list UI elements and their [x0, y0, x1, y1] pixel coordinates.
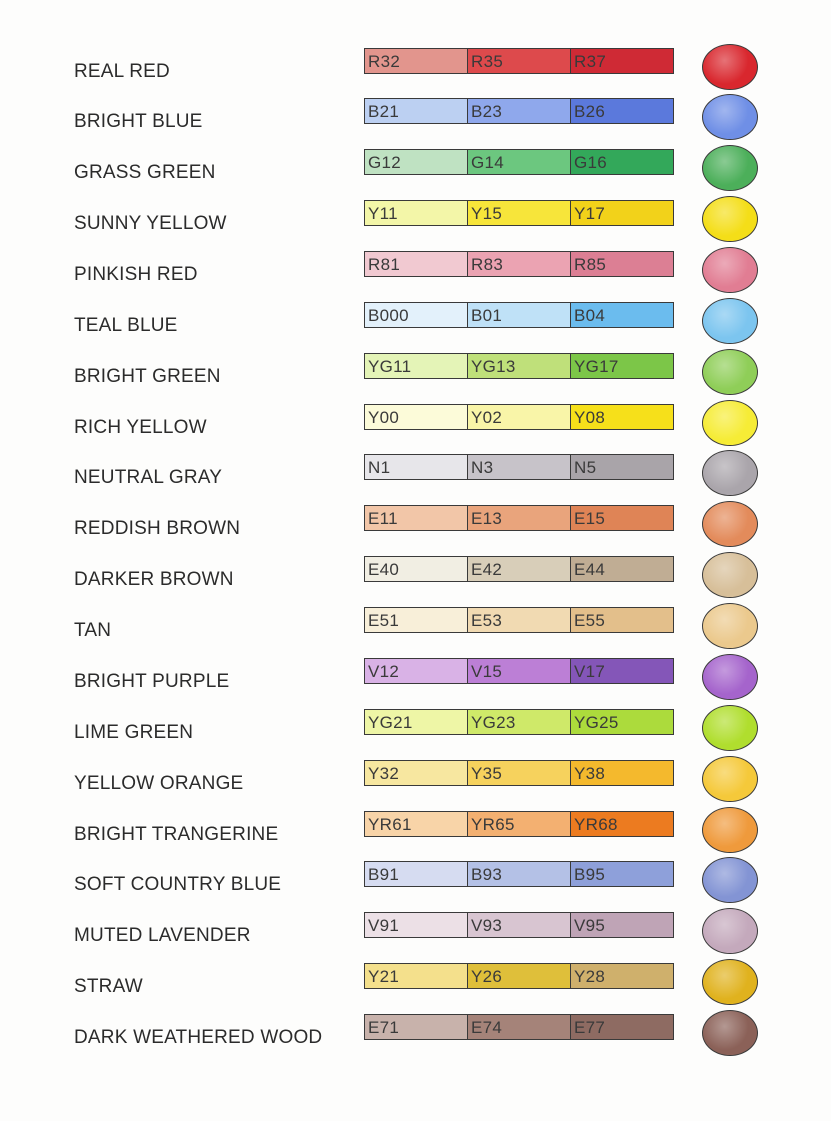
marker-code: Y21 [368, 967, 400, 986]
color-swatch [468, 608, 571, 632]
marker-code: B04 [574, 306, 606, 325]
blended-color-circle [702, 196, 758, 242]
marker-code: E11 [368, 509, 398, 528]
color-swatch [468, 964, 571, 988]
color-swatch [365, 659, 468, 683]
marker-code: Y17 [574, 204, 606, 223]
swatch-strip [364, 861, 674, 887]
marker-code: E74 [471, 1018, 503, 1037]
blended-color-circle [702, 807, 758, 853]
marker-code: E55 [574, 611, 606, 630]
marker-code: YG11 [368, 357, 412, 376]
color-swatch [468, 659, 571, 683]
color-family-name: BRIGHT TRANGERINE [74, 824, 279, 845]
color-swatch [365, 608, 468, 632]
color-family-name: BRIGHT GREEN [74, 366, 221, 387]
color-swatch [571, 1015, 673, 1039]
marker-code: Y26 [471, 967, 503, 986]
marker-code: N3 [471, 458, 494, 477]
color-swatch [365, 761, 468, 785]
blended-color-circle [702, 94, 758, 140]
swatch-strip [364, 98, 674, 124]
swatch-strip [364, 709, 674, 735]
color-swatch [365, 252, 468, 276]
color-swatch [365, 557, 468, 581]
color-swatch [365, 99, 468, 123]
color-swatch [365, 405, 468, 429]
color-swatch [571, 608, 673, 632]
color-swatch [468, 201, 571, 225]
blended-color-circle [702, 908, 758, 954]
marker-code: N1 [368, 458, 391, 477]
swatch-strip [364, 251, 674, 277]
color-family-name: MUTED LAVENDER [74, 925, 251, 946]
color-family-name: GRASS GREEN [74, 162, 216, 183]
marker-code: B95 [574, 865, 606, 884]
marker-code: R81 [368, 255, 401, 274]
marker-code: R32 [368, 52, 401, 71]
blended-color-circle [702, 400, 758, 446]
color-swatch [365, 964, 468, 988]
marker-code: G12 [368, 153, 402, 172]
blended-color-circle [702, 450, 758, 496]
marker-code: V95 [574, 916, 606, 935]
color-swatch [571, 710, 673, 734]
color-swatch [468, 49, 571, 73]
blended-color-circle [702, 349, 758, 395]
marker-code: Y15 [471, 204, 503, 223]
color-swatch [365, 1015, 468, 1039]
marker-code: Y08 [574, 408, 606, 427]
color-swatch [571, 659, 673, 683]
marker-code: YG21 [368, 713, 413, 732]
swatch-strip [364, 912, 674, 938]
color-swatch [571, 201, 673, 225]
swatch-strip [364, 149, 674, 175]
marker-code: V93 [471, 916, 503, 935]
swatch-strip [364, 48, 674, 74]
color-swatch [571, 862, 673, 886]
marker-code: B21 [368, 102, 400, 121]
marker-code: B000 [368, 306, 409, 325]
color-family-name: LIME GREEN [74, 722, 194, 743]
marker-code: G16 [574, 153, 608, 172]
blended-color-circle [702, 857, 758, 903]
color-family-name: SUNNY YELLOW [74, 213, 227, 234]
color-family-name: NEUTRAL GRAY [74, 467, 223, 488]
marker-code: V91 [368, 916, 400, 935]
swatch-strip [364, 404, 674, 430]
marker-code: E42 [471, 560, 503, 579]
marker-code: R35 [471, 52, 504, 71]
marker-code: E13 [471, 509, 503, 528]
blended-color-circle [702, 756, 758, 802]
color-swatch [571, 354, 673, 378]
marker-code: V17 [574, 662, 606, 681]
marker-code: E40 [368, 560, 400, 579]
color-swatch [365, 710, 468, 734]
color-swatch [468, 506, 571, 530]
color-family-name: TAN [74, 620, 112, 641]
blended-color-circle [702, 145, 758, 191]
color-swatch [365, 862, 468, 886]
marker-code: B01 [471, 306, 503, 325]
swatch-strip [364, 200, 674, 226]
color-swatch [571, 150, 673, 174]
marker-code: E15 [574, 509, 606, 528]
marker-code: B93 [471, 865, 503, 884]
color-swatch [468, 405, 571, 429]
blended-color-circle [702, 959, 758, 1005]
color-family-name: STRAW [74, 976, 143, 997]
marker-code: YR68 [574, 815, 618, 834]
color-swatch [468, 913, 571, 937]
color-swatch [365, 150, 468, 174]
color-row [0, 1018, 831, 1076]
marker-code: YG23 [471, 713, 516, 732]
blended-color-circle [702, 603, 758, 649]
swatch-strip [364, 1014, 674, 1040]
color-swatch [365, 812, 468, 836]
marker-code: Y35 [471, 764, 503, 783]
marker-code: Y11 [368, 204, 398, 223]
swatch-strip [364, 556, 674, 582]
color-family-name: BRIGHT BLUE [74, 111, 203, 132]
swatch-strip [364, 607, 674, 633]
marker-code: Y32 [368, 764, 400, 783]
marker-code: Y02 [471, 408, 503, 427]
color-swatch [365, 913, 468, 937]
color-swatch [571, 49, 673, 73]
blended-color-circle [702, 552, 758, 598]
color-swatch [468, 99, 571, 123]
color-family-name: REAL RED [74, 61, 170, 82]
swatch-strip [364, 760, 674, 786]
color-swatch [365, 201, 468, 225]
color-swatch [468, 710, 571, 734]
color-family-name: PINKISH RED [74, 264, 198, 285]
color-swatch [571, 99, 673, 123]
marker-code: G14 [471, 153, 505, 172]
color-swatch [571, 252, 673, 276]
color-swatch [571, 405, 673, 429]
color-swatch [468, 1015, 571, 1039]
color-swatch [468, 354, 571, 378]
color-swatch [571, 557, 673, 581]
marker-code: E71 [368, 1018, 400, 1037]
marker-code: YG17 [574, 357, 619, 376]
color-family-name: DARK WEATHERED WOOD [74, 1027, 323, 1048]
color-family-name: BRIGHT PURPLE [74, 671, 230, 692]
color-swatch [468, 150, 571, 174]
marker-code: Y28 [574, 967, 606, 986]
color-family-name: REDDISH BROWN [74, 518, 241, 539]
marker-code: E53 [471, 611, 503, 630]
blended-color-circle [702, 1010, 758, 1056]
color-swatch [365, 303, 468, 327]
marker-code: Y38 [574, 764, 606, 783]
blended-color-circle [702, 298, 758, 344]
marker-code: V15 [471, 662, 503, 681]
color-swatch [468, 761, 571, 785]
color-swatch [365, 49, 468, 73]
marker-code: E77 [574, 1018, 606, 1037]
color-family-name: RICH YELLOW [74, 417, 207, 438]
blended-color-circle [702, 247, 758, 293]
color-swatch [571, 455, 673, 479]
color-swatch [365, 455, 468, 479]
blended-color-circle [702, 44, 758, 90]
marker-code: YR61 [368, 815, 412, 834]
swatch-strip [364, 302, 674, 328]
marker-code: YR65 [471, 815, 515, 834]
marker-code: N5 [574, 458, 597, 477]
color-swatch [571, 506, 673, 530]
marker-code: B23 [471, 102, 503, 121]
marker-code: R37 [574, 52, 607, 71]
blended-color-circle [702, 705, 758, 751]
marker-code: E44 [574, 560, 606, 579]
marker-code: Y00 [368, 408, 400, 427]
swatch-strip [364, 811, 674, 837]
swatch-strip [364, 454, 674, 480]
marker-code: E51 [368, 611, 400, 630]
color-swatch [468, 812, 571, 836]
color-swatch [571, 812, 673, 836]
marker-code: YG25 [574, 713, 619, 732]
color-swatch [365, 506, 468, 530]
marker-code: YG13 [471, 357, 516, 376]
color-swatch [571, 964, 673, 988]
blended-color-circle [702, 654, 758, 700]
color-swatch [571, 303, 673, 327]
marker-code: B91 [368, 865, 400, 884]
swatch-strip [364, 963, 674, 989]
color-swatch [571, 761, 673, 785]
marker-code: V12 [368, 662, 400, 681]
color-swatch [571, 913, 673, 937]
color-family-name: YELLOW ORANGE [74, 773, 244, 794]
color-swatch [468, 455, 571, 479]
marker-code: R85 [574, 255, 607, 274]
marker-code: R83 [471, 255, 504, 274]
color-swatch [468, 303, 571, 327]
swatch-strip [364, 658, 674, 684]
color-family-name: TEAL BLUE [74, 315, 178, 336]
color-family-name: SOFT COUNTRY BLUE [74, 874, 282, 895]
color-swatch [468, 557, 571, 581]
marker-code: B26 [574, 102, 606, 121]
swatch-strip [364, 505, 674, 531]
color-family-name: DARKER BROWN [74, 569, 234, 590]
swatch-strip [364, 353, 674, 379]
color-swatch [468, 862, 571, 886]
blended-color-circle [702, 501, 758, 547]
color-swatch [365, 354, 468, 378]
color-swatch [468, 252, 571, 276]
